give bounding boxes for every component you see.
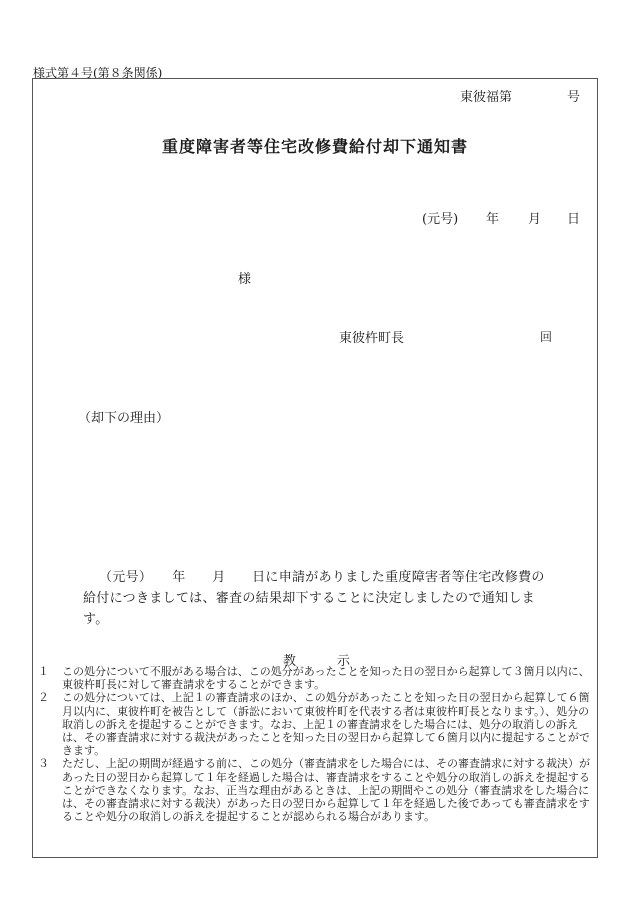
instruction-items xyxy=(38,665,594,823)
seal-mark: 回 xyxy=(540,330,553,344)
date-month: 月 xyxy=(528,212,542,227)
instruction-item-2 xyxy=(38,691,594,757)
instruction-item-number: １ xyxy=(38,665,49,678)
document-number-prefix: 東彼福第 xyxy=(460,90,513,105)
form-label: 様式第４号(第８条関係) xyxy=(33,66,163,80)
instruction-item-number: ３ xyxy=(38,757,49,771)
instruction-item-3 xyxy=(38,757,594,823)
notice-text: （元号） 年 月 日に申請がありました重度障害者等住宅改修費の給付につきましては、審査の結果却下することに決定しましたので通知します。 xyxy=(83,570,545,627)
instruction-item-text: この処分について不服がある場合は、この処分があったことを知った日の翌日から起算して３箇月以内に、東彼杵町長に対して審査請求をすることができます。 xyxy=(62,665,590,692)
addressee-suffix: 様 xyxy=(238,272,252,287)
date-year: 年 xyxy=(486,212,500,227)
instruction-item-text: ただし、上記の期間が経過する前に、この処分（審査請求をした場合には、その審査請求に対する裁決）があった日の翌日から起算して１年を経過した場合は、審査請求をすることや処分の取消しの訴えを提起することができなくなります。なお、正当な理由があるときは、上記の期間やこの処分（審査請求をした場合には、その審査請求に対する裁決）があった日の翌日から起算して１年を経過した後であっても審査請求をすることや処分の取消しの訴えを提起することが認められる場合があります。 xyxy=(62,757,590,824)
document-number-suffix: 号 xyxy=(567,90,581,105)
instruction-item-number: ２ xyxy=(38,691,49,705)
document-title: 重度障害者等住宅改修費給付却下通知書 xyxy=(161,137,468,156)
sender-name: 東彼杵町長 xyxy=(339,331,405,346)
instruction-title-part1: 教 xyxy=(283,654,297,669)
date-day: 日 xyxy=(567,212,581,227)
instruction-item-1 xyxy=(38,665,594,691)
instruction-title-part2: 示 xyxy=(337,654,351,669)
instruction-item-text: この処分については、上記１の審査請求のほか、この処分があったことを知った日の翌日から起算して６箇月以内に、東彼杵町を被告として（訴訟において東彼杵町を代表する者は東彼杵町長となります。）、処分の取消しの訴えを提起することができます。なお、上記１の審査請求をした場合には、処分の取消しの訴えは、その審査請求に対する裁決があったことを知った日の翌日から起算して６箇月以内に提起することができます。 xyxy=(62,691,590,758)
date-era: (元号) xyxy=(422,212,459,227)
rejection-reason-label: （却下の理由） xyxy=(78,411,170,426)
